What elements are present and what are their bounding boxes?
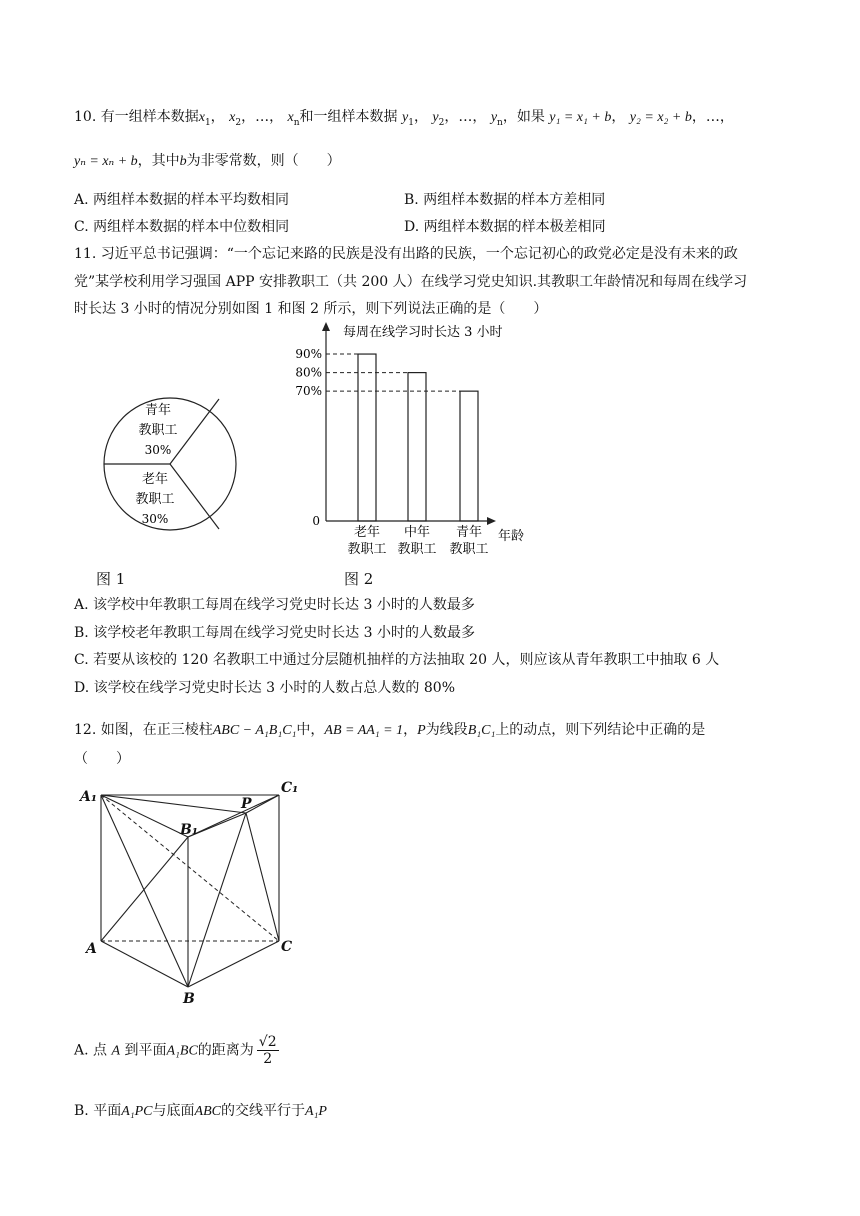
equation-n: yₙ = xₙ + b (74, 154, 138, 169)
q12-paren: （ ） (74, 751, 130, 767)
category-label: 教职工 (449, 542, 489, 557)
sub: 1 (408, 117, 414, 128)
chart-title: 每周在线学习时长达 3 小时 (343, 325, 503, 340)
q10-stem-line1 (74, 106, 734, 128)
q12-opta-post: 的距离为 (197, 1042, 254, 1059)
var-b: b (179, 154, 187, 169)
q11-option-c: C. 若要从该校的 120 名教职工中通过分层随机抽样的方法抽取 20 人，则应该从青年教职工中抽取 6 人 (74, 652, 720, 668)
q10-option-b: B. 两组样本数据的样本方差相同 (404, 192, 606, 208)
sep: ， (413, 109, 428, 125)
q12-optb-mid: 与底面 (152, 1103, 195, 1119)
var-x1: x (198, 110, 205, 125)
pie-label-pct2: 30% (141, 512, 169, 526)
pie-label-pct1: 30% (144, 443, 172, 457)
q12-stem-d: 为线段 (425, 722, 468, 738)
q12-stem-a: 12. 如图，在正三棱柱 (74, 722, 213, 738)
sub: 1 (204, 117, 211, 128)
var-x2: x (229, 110, 236, 125)
sub: 2 (438, 117, 445, 128)
pie-divider-2 (170, 464, 219, 529)
q11-option-a: A. 该学校中年教职工每周在线学习党史时长达 3 小时的人数最多 (74, 597, 475, 613)
pie-label-jzg1: 教职工 (138, 423, 178, 438)
var-y1: y (402, 110, 409, 125)
q12-stem-c: ， (403, 722, 418, 738)
q11-stem-line1: 11. 习近平总书记强调：“一个忘记来路的民族是没有出路的民族，一个忘记初心的政党必定是没有未来的政 (74, 246, 738, 262)
bar (460, 391, 478, 521)
bars-group (295, 347, 488, 557)
frac-den: 2 (263, 1051, 273, 1067)
q12-stem-line1 (74, 719, 705, 739)
var-yn: y (490, 110, 498, 125)
q10-stem-line2 (74, 150, 341, 170)
label-c: C (281, 939, 293, 955)
category-label: 青年 (455, 525, 483, 540)
sep: ， (269, 109, 284, 125)
q12-optb-pre: B. 平面 (74, 1103, 122, 1119)
q10-option-d: D. 两组样本数据的样本极差相同 (404, 219, 606, 235)
q12-opta-mid: 到平面 (124, 1042, 167, 1059)
prism-name: ABC − A₁B₁C₁ (212, 723, 297, 738)
q11-stem-line3: 时长达 3 小时的情况分别如图 1 和图 2 所示，则下列说法正确的是（ ） (74, 301, 548, 317)
var-p: P (417, 723, 426, 738)
q10-tail2: 为非零常数，则（ ） (186, 153, 341, 169)
y-tick-label: 90% (295, 347, 322, 362)
q12-stem-b: 中， (296, 722, 325, 738)
fraction-sqrt2-over-2 (257, 1034, 279, 1067)
y-tick-label: 70% (295, 384, 322, 399)
dots: … (255, 109, 270, 125)
q11-option-b: B. 该学校老年教职工每周在线学习党史时长达 3 小时的人数最多 (74, 625, 475, 641)
y-tick-label: 80% (295, 365, 322, 380)
zero-label: 0 (312, 514, 320, 528)
q12-opta-pre: A. 点 (74, 1042, 108, 1059)
q12-option-b (74, 1100, 327, 1120)
label-p: P (241, 796, 252, 812)
sep: ， (472, 109, 487, 125)
prism-hidden-edges (101, 795, 279, 941)
sep: ， (611, 109, 626, 125)
q12-optb-post: 的交线平行于 (220, 1103, 305, 1119)
plane-a1bc: A₁BC (166, 1043, 198, 1059)
x-axis-arrow (487, 517, 496, 525)
q11-stem-line2: 党”某学校利用学习强国 APP 安排教职工（共 200 人）在线学习党史知识.其教职工年龄情况和每周在线学习 (74, 274, 748, 290)
sub: n (293, 117, 300, 128)
q11-option-d: D. 该学校在线学习党史时长达 3 小时的人数占总人数的 80% (74, 680, 455, 696)
plane-abc: ABC (194, 1104, 221, 1119)
plane-a1pc: A₁PC (121, 1104, 153, 1119)
pie-label-laonian: 老年 (141, 472, 169, 487)
sep: ， (719, 109, 734, 125)
x-axis-label: 年龄 (498, 529, 525, 544)
sep: ， (241, 109, 256, 125)
q10-option-a: A. 两组样本数据的样本平均数相同 (74, 192, 290, 208)
dots: … (458, 109, 473, 125)
pie-label-qingnian: 青年 (144, 403, 172, 418)
category-label: 中年 (403, 525, 431, 540)
category-label: 老年 (353, 525, 381, 540)
q10-if-text: ，如果 (502, 109, 545, 125)
q10-option-c: C. 两组样本数据的样本中位数相同 (74, 219, 290, 235)
sep: ， (691, 109, 706, 125)
label-c1: C₁ (281, 780, 299, 796)
sep: ， (444, 109, 459, 125)
dots: … (705, 109, 720, 125)
q12-option-a (74, 1034, 279, 1067)
bar (358, 354, 376, 521)
figure-2-bar-chart (280, 318, 540, 562)
figure-1-pie (100, 382, 240, 550)
figure-2-caption: 图 2 (344, 570, 374, 588)
y-axis-arrow (322, 322, 330, 331)
category-label: 教职工 (347, 542, 387, 557)
sub: n (497, 117, 503, 128)
category-label: 教职工 (397, 542, 437, 557)
pie-label-jzg2: 教职工 (135, 492, 175, 507)
q10-tail: ，其中 (137, 153, 180, 169)
equation-1: y₁ = x₁ + b (549, 110, 612, 125)
condition: AB = AA₁ = 1 (324, 723, 404, 738)
q10-stem-text: 10. 有一组样本数据 (74, 109, 199, 125)
sep: ， (210, 109, 225, 125)
bar (408, 373, 426, 521)
line-a1p: A₁P (304, 1104, 327, 1119)
prism-figure (76, 778, 306, 1010)
var-y2: y (432, 110, 439, 125)
point-a: A (111, 1043, 121, 1059)
label-b1: B₁ (180, 822, 198, 838)
equation-2: y₂ = x₂ + b (629, 110, 692, 125)
label-a: A (86, 941, 97, 957)
frac-num: √2 (258, 1034, 277, 1050)
segment-b1c1: B₁C₁ (467, 723, 496, 738)
figure-1-caption: 图 1 (96, 570, 126, 588)
q12-stem-e: 上的动点，则下列结论中正确的是 (495, 722, 706, 738)
label-b: B (183, 991, 195, 1007)
var-xn: x (287, 110, 294, 125)
sub: 2 (235, 117, 242, 128)
q10-mid-text: 和一组样本数据 (299, 109, 398, 125)
label-a1: A₁ (80, 789, 97, 805)
